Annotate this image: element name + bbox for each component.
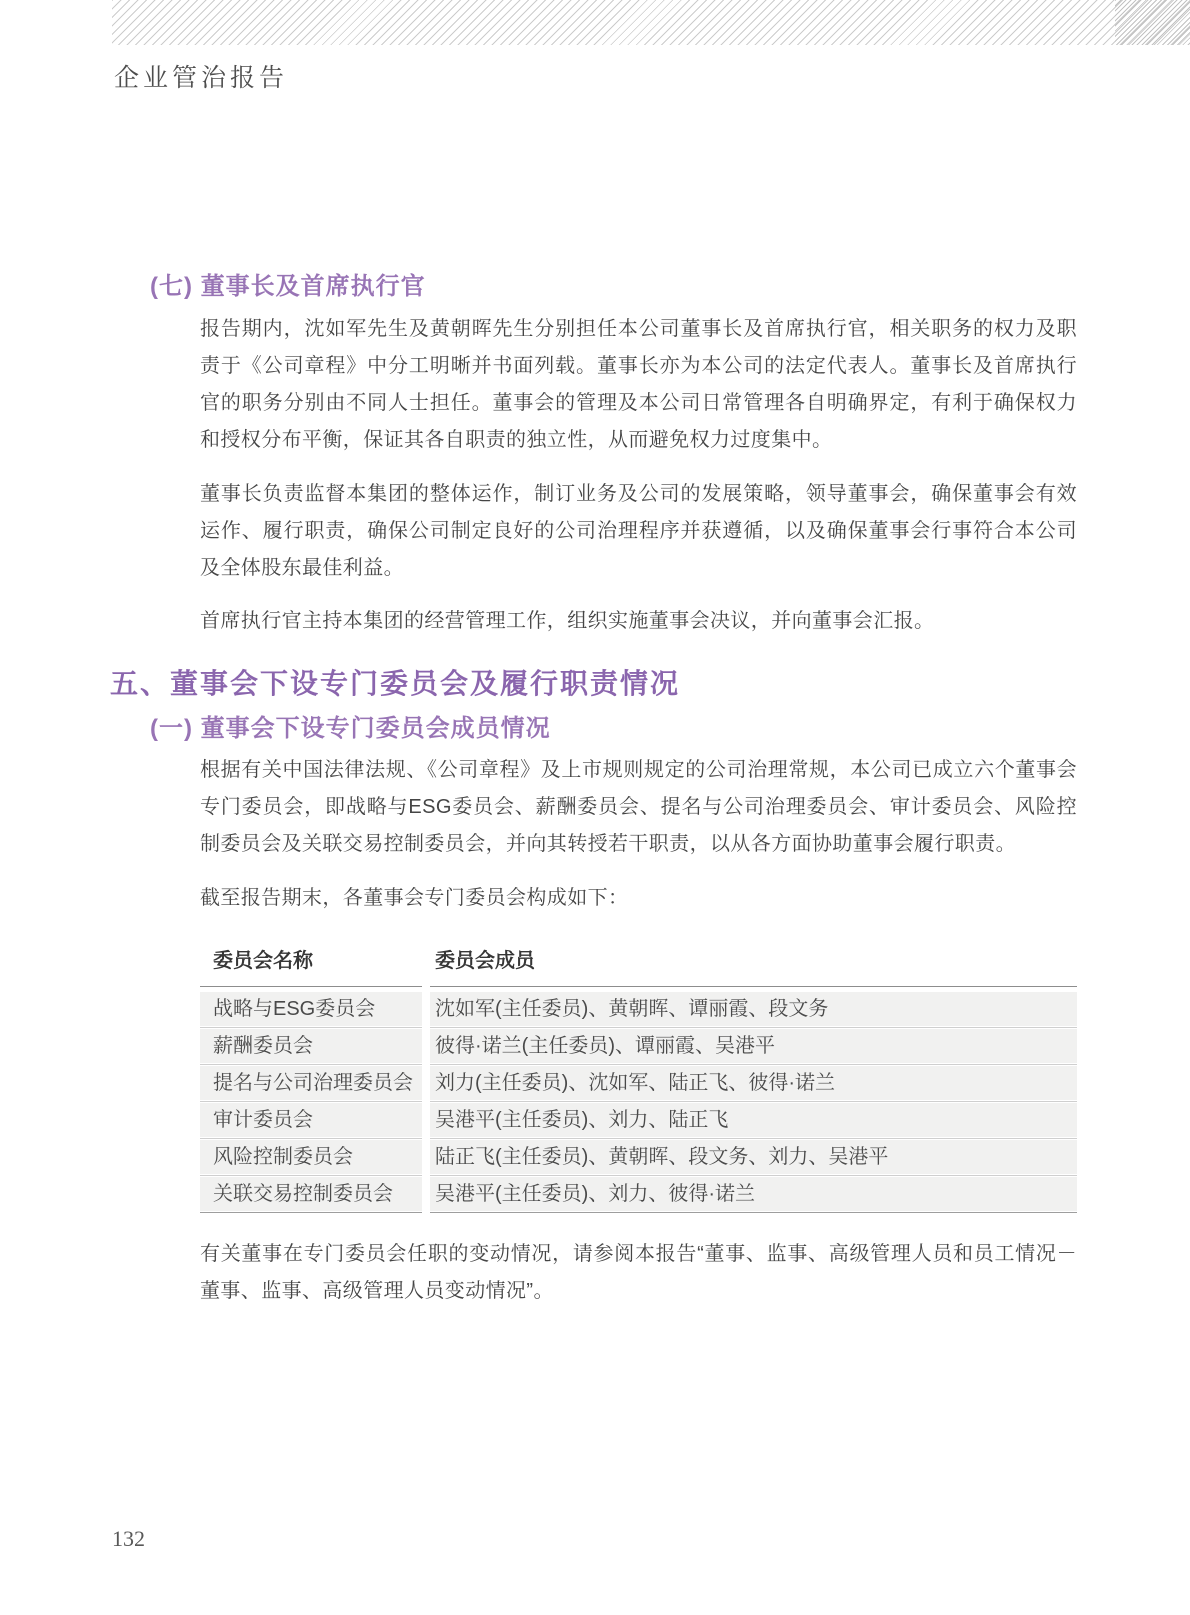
subsection-heading-committee-members: (一) 董事会下设专门委员会成员情况 [150,715,551,742]
report-header-title: 企业管治报告 [114,65,289,92]
page-number: 132 [112,1526,145,1551]
paragraph-committees-2: 截至报告期末，各董事会专门委员会构成如下： [200,887,629,909]
hatch-pattern [112,0,1190,45]
committee-name-cell: 提名与公司治理委员会 [200,1065,422,1102]
committee-name-cell: 战略与ESG委员会 [200,987,422,1028]
committee-members-cell: 吴港平(主任委员)、刘力、陆正飞 [430,1102,1077,1139]
paragraph-chairman-ceo-1: 报告期内，沈如军先生及黄朝晖先生分别担任本公司董事长及首席执行官，相关职务的权力及职责于《公司章程》中分工明晰并书面列载。董事长亦为本公司的法定代表人。董事长及首席执行官的职务分别由不同人士担任。董事会的管理及本公司日常管理各自明确界定，有利于确保权力和授权分布平衡，保证其各自职责的独立性，从而避免权力过度集中。 [200,318,1077,451]
committee-members-cell: 沈如军(主任委员)、黄朝晖、谭丽霞、段文务 [430,987,1077,1028]
hatch-pattern-dense [1115,0,1190,45]
paragraph-committees-1: 根据有关中国法律法规、《公司章程》及上市规则规定的公司治理常规，本公司已成立六个董事会专门委员会，即战略与ESG委员会、薪酬委员会、提名与公司治理委员会、审计委员会、风险控制委员会及关联交易控制委员会，并向其转授若干职责，以从各方面协助董事会履行职责。 [200,759,1077,855]
table-header-committee-name: 委员会名称 [200,936,422,987]
table-header-committee-members: 委员会成员 [430,936,1077,987]
committee-members-cell: 刘力(主任委员)、沈如军、陆正飞、彼得·诺兰 [430,1065,1077,1102]
committee-name-cell: 风险控制委员会 [200,1139,422,1176]
paragraph-chairman-ceo-3: 首席执行官主持本集团的经营管理工作，组织实施董事会决议，并向董事会汇报。 [200,610,935,632]
section-heading-chairman-ceo: (七) 董事长及首席执行官 [150,273,426,300]
committee-members-cell: 陆正飞(主任委员)、黄朝晖、段文务、刘力、吴港平 [430,1139,1077,1176]
committee-members-cell: 吴港平(主任委员)、刘力、彼得·诺兰 [430,1176,1077,1213]
committee-table [200,936,1077,1213]
closing-paragraph: 有关董事在专门委员会任职的变动情况，请参阅本报告“董事、监事、高级管理人员和员工情况－董事、监事、高级管理人员变动情况”。 [200,1243,1077,1302]
committee-name-cell: 关联交易控制委员会 [200,1176,422,1213]
section-heading-committees: 五、董事会下设专门委员会及履行职责情况 [110,668,681,699]
committee-members-cell: 彼得·诺兰(主任委员)、谭丽霞、吴港平 [430,1028,1077,1065]
committee-name-cell: 薪酬委员会 [200,1028,422,1065]
paragraph-chairman-ceo-2: 董事长负责监督本集团的整体运作，制订业务及公司的发展策略，领导董事会，确保董事会有效运作、履行职责，确保公司制定良好的公司治理程序并获遵循，以及确保董事会行事符合本公司及全体股东最佳利益。 [200,483,1077,579]
committee-name-cell: 审计委员会 [200,1102,422,1139]
